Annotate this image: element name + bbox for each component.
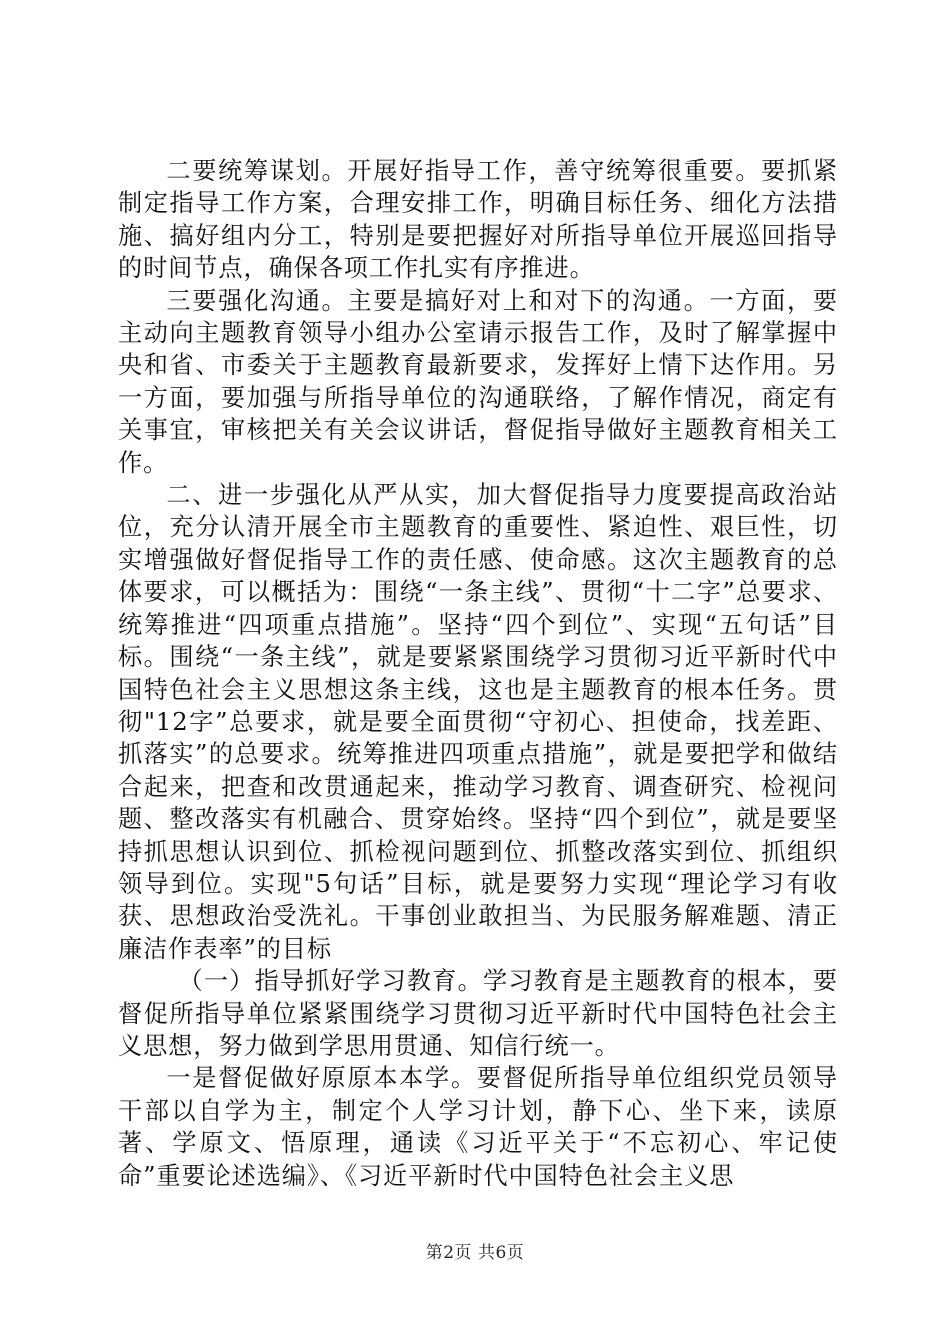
paragraph-original-study: 一是督促做好原原本本学。要督促所指导单位组织党员领导干部以自学为主，制定个人学习计划，静下心、坐下来，读原著、学原文、悟原理，通读《习近平关于“不忘初心、牢记使命”重要论述选编》、《习近平新时代中国特色社会主义思 (118, 1064, 838, 1190)
document-body (118, 155, 838, 1192)
paragraph-study-education: （一）指导抓好学习教育。学习教育是主题教育的根本，要督促所指导单位紧紧围绕学习贯彻习近平新时代中国特色社会主义思想，努力做到学思用贯通、知信行统一。 (118, 967, 838, 1060)
page-footer: 第2页 共6页 (425, 1243, 525, 1263)
paragraph-coordination-planning: 二要统筹谋划。开展好指导工作，善守统筹很重要。要抓紧制定指导工作方案，合理安排工作，明确目标任务、细化方法措施、搞好组内分工，特别是要把握好对所指导单位开展巡回指导的时间节点，确保各项工作扎实有序推进。 (118, 157, 838, 283)
paragraph-strengthen-communication: 三要强化沟通。主要是搞好对上和对下的沟通。一方面，要主动向主题教育领导小组办公室请示报告工作，及时了解掌握中央和省、市委关于主题教育最新要求，发挥好上情下达作用。另一方面，要加强与所指导单位的沟通联络，了解作情况，商定有关事宜，审核把关有关会议讲话，督促指导做好主题教育相关工作。 (118, 286, 838, 477)
paragraph-section-two-supervision: 二、进一步强化从严从实，加大督促指导力度要提高政治站位，充分认清开展全市主题教育的重要性、紧迫性、艰巨性，切实增强做好督促指导工作的责任感、使命感。这次主题教育的总体要求，可以概括为：围绕“一条主线”、贯彻“十二字”总要求、统筹推进“四项重点措施”。坚持“四个到位”、实现“五句话”目标。围绕“一条主线”，就是要紧紧围绕学习贯彻习近平新时代中国特色社会主义思想这条主线，这也是主题教育的根本任务。贯彻"12字”总要求，就是要全面贯彻“守初心、担使命，找差距、抓落实”的总要求。统筹推进四项重点措施”，就是要把学和做结合起来，把查和改贯通起来，推动学习教育、调查研究、检视问题、整改落实有机融合、贯穿始终。坚持“四个到位”，就是要坚持抓思想认识到位、抓检视问题到位、抓整改落实到位、抓组织领导到位。实现"5句话”目标，就是要努力实现“理论学习有收获、思想政治受洗礼。干事创业敢担当、为民服务解难题、清正廉洁作表率”的目标 (118, 481, 838, 963)
